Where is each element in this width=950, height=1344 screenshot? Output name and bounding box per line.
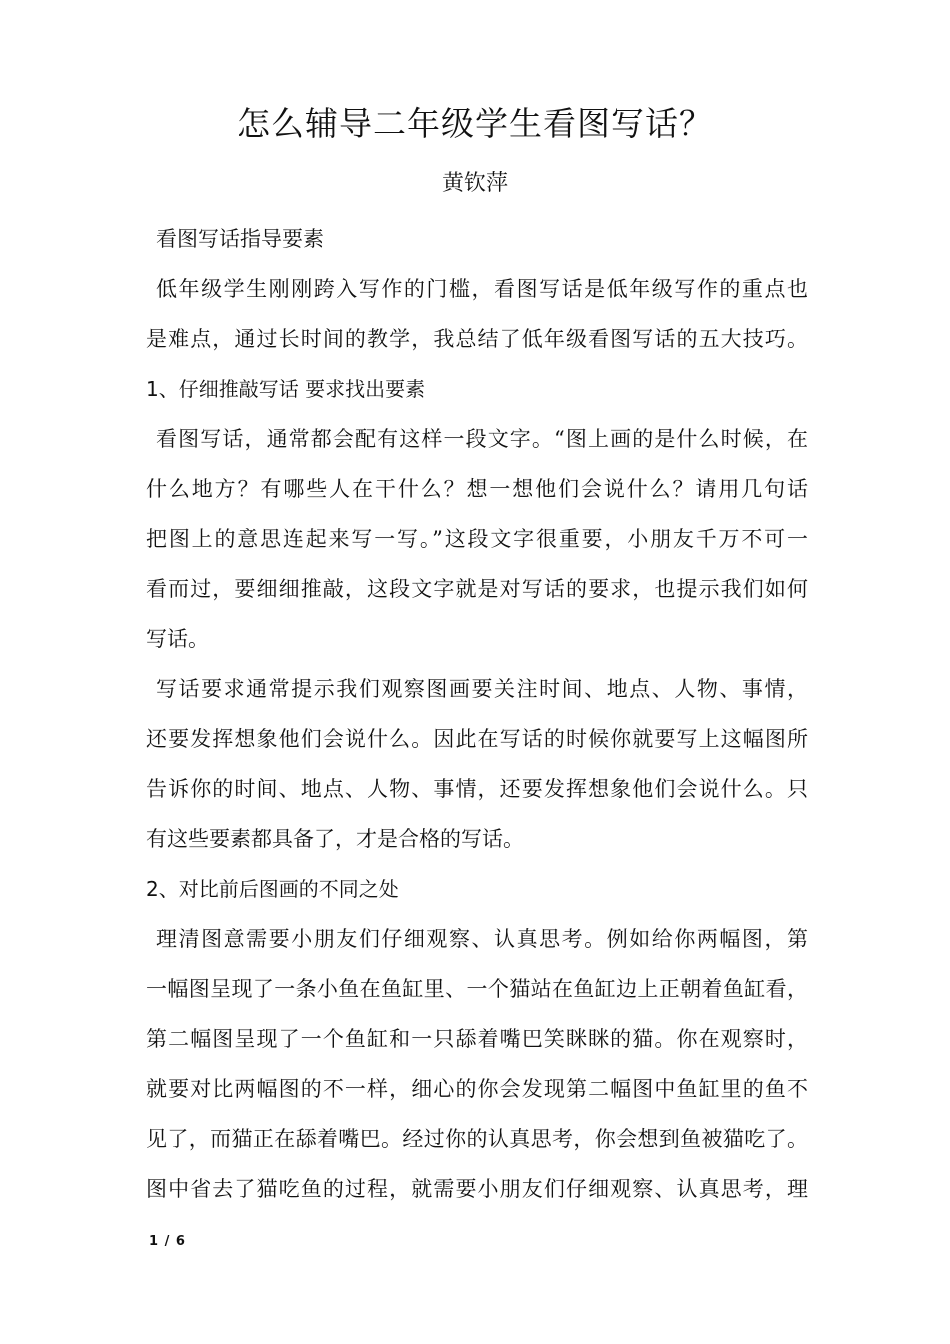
text-line: 第二幅图呈现了一个鱼缸和一只舔着嘴巴笑眯眯的猫。你在观察时， — [146, 1027, 808, 1051]
section-heading: 2、对比前后图画的不同之处 — [146, 877, 399, 901]
page-number: 1 / 6 — [149, 1234, 186, 1249]
document-author: 黄钦萍 — [441, 171, 508, 196]
text-line: 是难点，通过长时间的教学，我总结了低年级看图写话的五大技巧。 — [146, 327, 808, 351]
text-line: 一幅图呈现了一条小鱼在鱼缸里、一个猫站在鱼缸边上正朝着鱼缸看， — [146, 977, 808, 1001]
text-line: 还要发挥想象他们会说什么。因此在写话的时候你就要写上这幅图所 — [146, 727, 808, 751]
text-line: 写话。 — [146, 627, 209, 651]
text-line: 把图上的意思连起来写一写。”这段文字很重要，小朋友千万不可一 — [146, 527, 808, 551]
text-line: 图中省去了猫吃鱼的过程，就需要小朋友们仔细观察、认真思考，理 — [146, 1177, 808, 1201]
section-heading: 1、仔细推敲写话 要求找出要素 — [146, 377, 426, 401]
text-line: 告诉你的时间、地点、人物、事情，还要发挥想象他们会说什么。只 — [146, 777, 808, 801]
text-line: 低年级学生刚刚跨入写作的门槛，看图写话是低年级写作的重点也 — [156, 277, 808, 301]
text-line: 什么地方？有哪些人在干什么？想一想他们会说什么？请用几句话 — [146, 477, 808, 501]
text-line: 有这些要素都具备了，才是合格的写话。 — [146, 827, 524, 851]
text-line: 写话要求通常提示我们观察图画要关注时间、地点、人物、事情， — [156, 677, 808, 701]
text-line: 看而过，要细细推敲，这段文字就是对写话的要求，也提示我们如何 — [146, 577, 808, 601]
text-line: 见了，而猫正在舔着嘴巴。经过你的认真思考，你会想到鱼被猫吃了。 — [146, 1127, 808, 1151]
document-title: 怎么辅导二年级学生看图写话？ — [237, 104, 713, 143]
text-line: 理清图意需要小朋友们仔细观察、认真思考。例如给你两幅图，第 — [156, 927, 808, 951]
text-line: 就要对比两幅图的不一样，细心的你会发现第二幅图中鱼缸里的鱼不 — [146, 1077, 808, 1101]
text-line: 看图写话指导要素 — [156, 227, 324, 251]
text-line: 看图写话，通常都会配有这样一段文字。“图上画的是什么时候，在 — [156, 427, 808, 451]
document-body — [146, 214, 808, 1214]
